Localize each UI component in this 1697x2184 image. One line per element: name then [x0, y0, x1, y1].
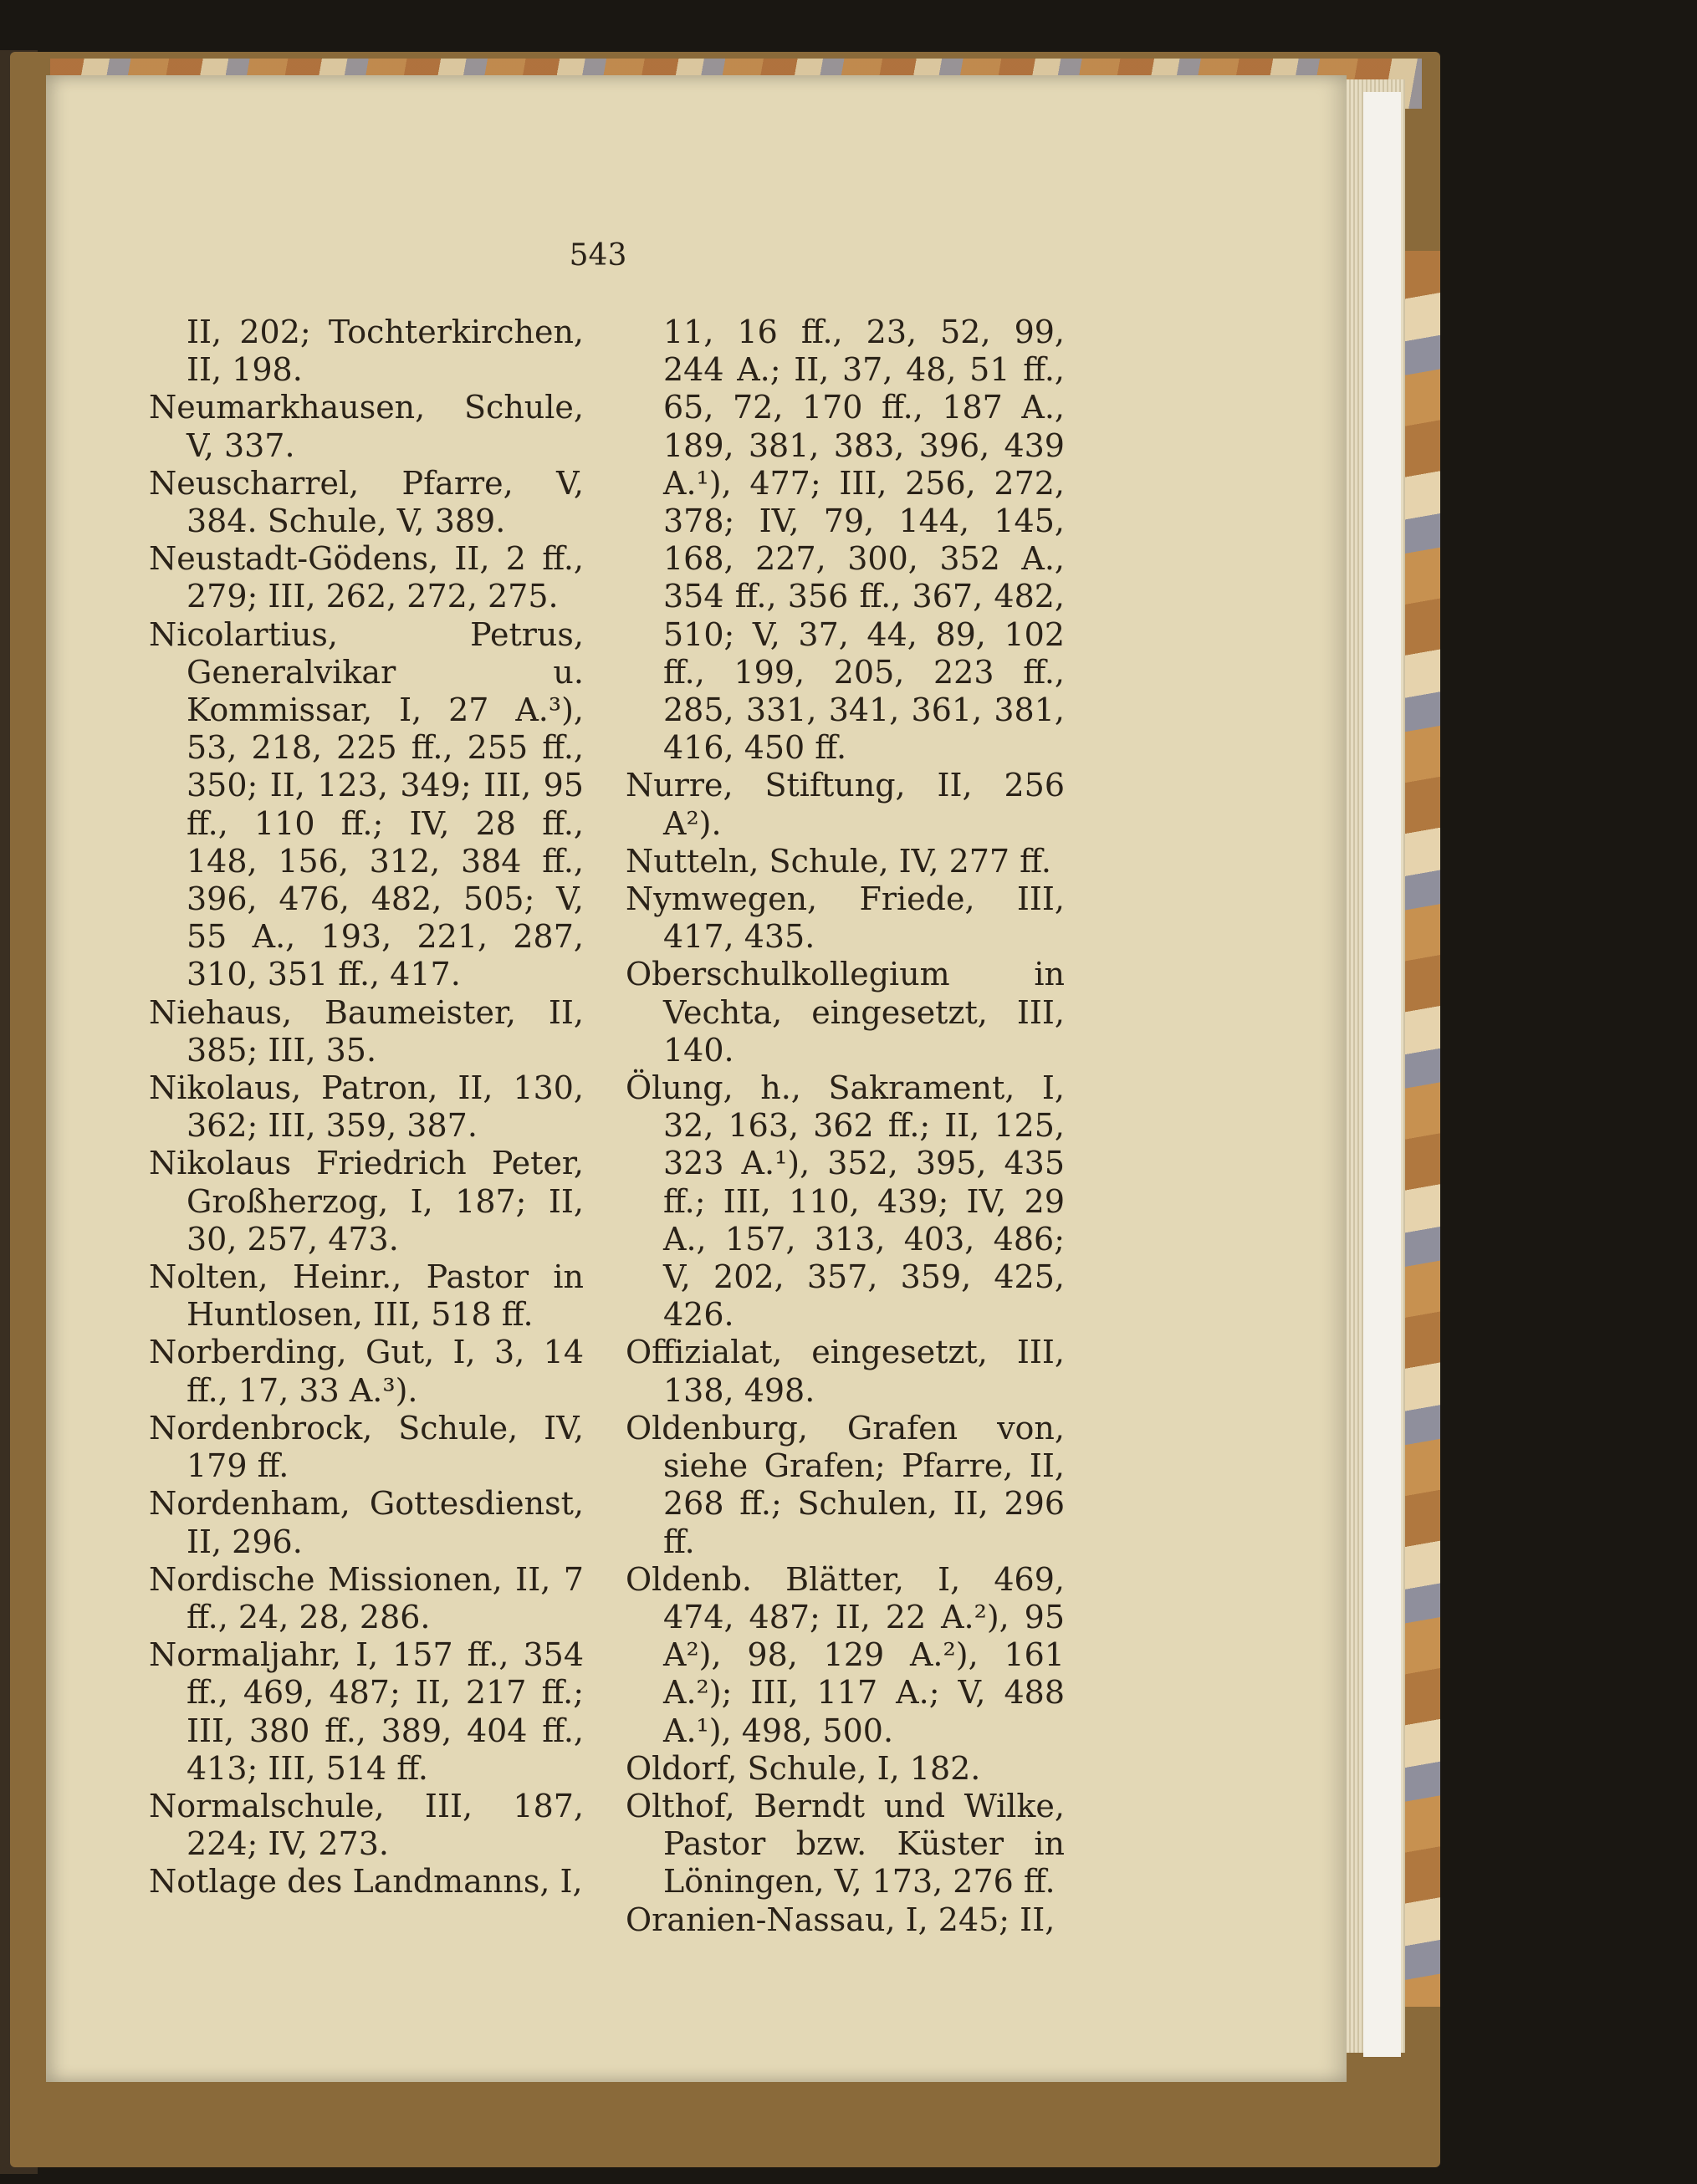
index-entry: Nordenbrock, Schule, IV, 179 ff.	[149, 1409, 584, 1485]
index-entry: Oldenb. Blätter, I, 469, 474, 487; II, 22 A.²), 95 A²), 98, 129 A.²), 161 A.²); III, 117 A.; V, 488 A.¹), 498, 500.	[626, 1560, 1065, 1749]
index-entry: Oldorf, Schule, I, 182.	[626, 1749, 981, 1787]
index-entry: Normalschule, III, 187, 224; IV, 273.	[149, 1787, 584, 1863]
index-entry: Nurre, Stiftung, II, 256 A²).	[626, 767, 1065, 842]
index-entry: Ölung, h., Sakrament, I, 32, 163, 362 ff.; II, 125, 323 A.¹), 352, 395, 435 ff.; III, 110, 439; IV, 29 A., 157, 313, 403, 486; V, 202, 357, 359, 425, 426.	[626, 1069, 1065, 1334]
index-entry: Nolten, Heinr., Pastor in Huntlosen, III, 518 ff.	[149, 1258, 584, 1334]
index-column-right	[626, 314, 1065, 1939]
index-entry: Oranien-Nassau, I, 245; II,	[626, 1901, 1056, 1938]
page-number: 543	[569, 238, 627, 273]
index-entry: Normaljahr, I, 157 ff., 354 ff., 469, 487; II, 217 ff.; III, 380 ff., 389, 404 ff., 413; III, 514 ff.	[149, 1636, 584, 1787]
index-entry: Neustadt-Gödens, II, 2 ff., 279; III, 262, 272, 275.	[149, 540, 584, 615]
index-entry: Notlage des Landmanns, I,	[149, 1863, 583, 1901]
index-entry: Nikolaus Friedrich Peter, Großherzog, I, 187; II, 30, 257, 473.	[149, 1145, 584, 1258]
index-entry: Offizialat, eingesetzt, III, 138, 498.	[626, 1334, 1065, 1409]
index-entry: Oldenburg, Grafen von, siehe Grafen; Pfarre, II, 268 ff.; Schulen, II, 296 ff.	[626, 1409, 1065, 1560]
index-entry: II, 202; Tochterkirchen, II, 198.	[187, 314, 584, 389]
index-column-left	[149, 314, 584, 1901]
index-entry: Nicolartius, Petrus, Generalvikar u. Kommissar, I, 27 A.³), 53, 218, 225 ff., 255 ff., 350; II, 123, 349; III, 95 ff., 110 ff.; IV, 28 ff., 148, 156, 312, 384 ff., 396, 476, 482, 505; V, 55 A., 193, 221, 287, 310, 351 ff., 417.	[149, 615, 584, 993]
index-entry: Nordische Missionen, II, 7 ff., 24, 28, 286.	[149, 1560, 584, 1635]
index-entry: Norberding, Gut, I, 3, 14 ff., 17, 33 A.³).	[149, 1334, 584, 1409]
index-entry: Olthof, Berndt und Wilke, Pastor bzw. Küster in Löningen, V, 173, 276 ff.	[626, 1787, 1065, 1901]
loose-sheet	[1363, 92, 1401, 2057]
index-entry: Nikolaus, Patron, II, 130, 362; III, 359, 387.	[149, 1069, 584, 1145]
index-entry: Nutteln, Schule, IV, 277 ff.	[626, 842, 1051, 880]
index-entry: Nymwegen, Friede, III, 417, 435.	[626, 880, 1065, 956]
index-entry: Oberschulkollegium in Vechta, eingesetzt, III, 140.	[626, 956, 1065, 1069]
index-entry: Neumarkhausen, Schule, V, 337.	[149, 389, 584, 464]
index-entry: Neuscharrel, Pfarre, V, 384. Schule, V, 389.	[149, 464, 584, 540]
index-entry: Nordenham, Gottesdienst, II, 296.	[149, 1485, 584, 1560]
index-entry: Niehaus, Baumeister, II, 385; III, 35.	[149, 993, 584, 1069]
index-entry: 11, 16 ff., 23, 52, 99, 244 A.; II, 37, 48, 51 ff., 65, 72, 170 ff., 187 A., 189, 381, 383, 396, 439 A.¹), 477; III, 256, 272, 378; IV, 79, 144, 145, 168, 227, 300, 352 A., 354 ff., 356 ff., 367, 482, 510; V, 37, 44, 89, 102 ff., 199, 205, 223 ff., 285, 331, 341, 361, 381, 416, 450 ff.	[663, 314, 1065, 767]
